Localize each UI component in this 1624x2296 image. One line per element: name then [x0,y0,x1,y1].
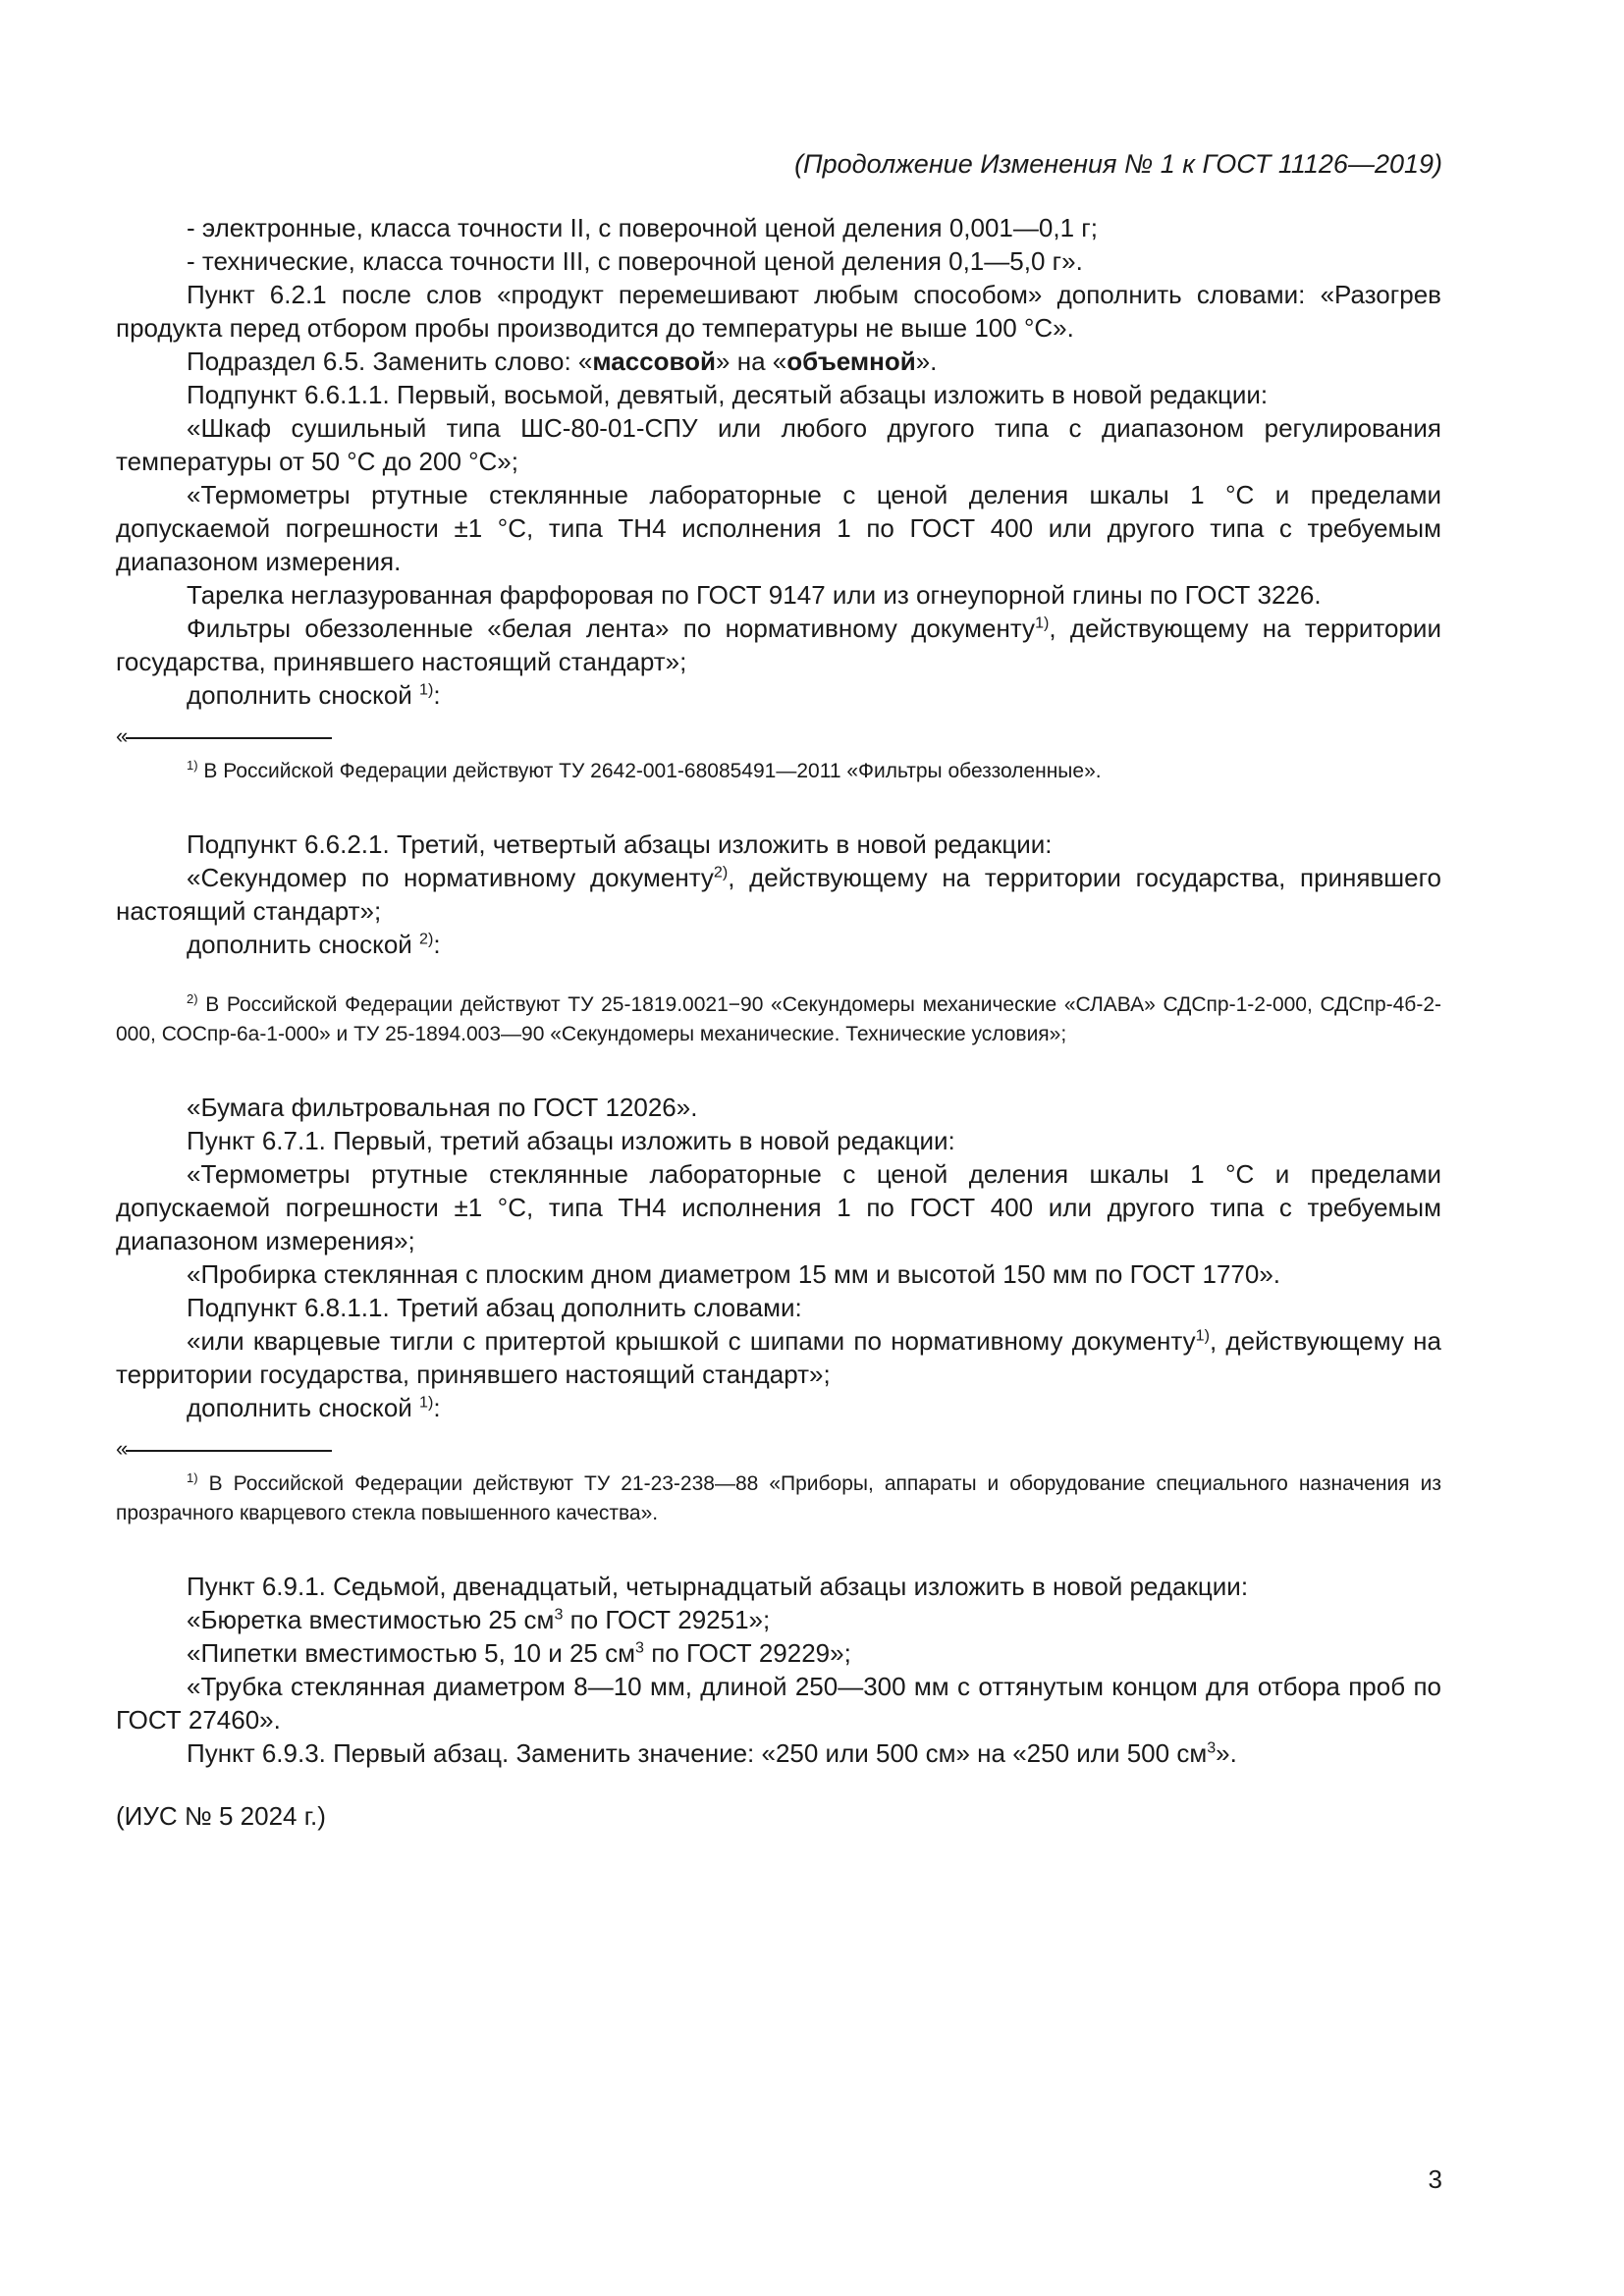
page-header: (Продолжение Изменения № 1 к ГОСТ 11126—2019) [794,149,1442,179]
paragraph: - электронные, класса точности II, с поверочной ценой деления 0,001—0,1 г; [187,213,1098,242]
footnote-ref: 2) [419,930,434,948]
footnote-ref: 1) [419,680,434,699]
quote-mark: « [116,723,129,748]
footnote: $^{1)}$ В Российской Федерации действуют ТУ 21-23-238—88 «Приборы, аппараты и оборудование специального назначения из прозрачного кварцевого стекла повышенного качества». [116,1470,1441,1524]
bold-word: массовой [592,347,717,376]
paragraph: «Трубка стеклянная диаметром 8—10 мм, длиной 250—300 мм с оттянутым концом для отбора проб по ГОСТ 27460». [116,1672,1441,1735]
paragraph: Пункт 6.7.1. Первый, третий абзацы изложить в новой редакции: [187,1126,955,1155]
paragraph: Пункт 6.9.1. Седьмой, двенадцатый, четырнадцатый абзацы изложить в новой редакции: [187,1572,1249,1601]
paragraph: «Термометры ртутные стеклянные лабораторные с ценой деления шкалы 1 °С и пределами допускаемой погрешности ±1 °С, типа ТН4 исполнения 1 по ГОСТ 400 или другого типа с требуемым диапазоном измерения»; [116,1159,1441,1255]
paragraph: «Секундомер по нормативному документу$^{2)}$, действующему на территории государства, принявшего настоящий стандарт»; [116,863,1441,926]
footnote-ref: 1) [1195,1326,1210,1345]
footnote-separator [116,1436,1441,1469]
ius-reference: (ИУС № 5 2024 г.) [116,1801,326,1831]
paragraph: Подпункт 6.6.1.1. Первый, восьмой, девятый, десятый абзацы изложить в новой редакции: [187,380,1269,409]
superscript: 3 [1207,1738,1217,1757]
paragraph: Подпункт 6.8.1.1. Третий абзац дополнить словами: [187,1293,802,1322]
footnote-ref: 1) [419,1393,434,1412]
footnote: $^{1)}$ В Российской Федерации действуют ТУ 2642-001-68085491—2011 «Фильтры обеззоленные». [187,758,1102,782]
footnote-number: 1) [187,758,198,774]
footnote-number: 2) [187,991,198,1007]
paragraph: «Пробирка стеклянная с плоским дном диаметром 15 мм и высотой 150 мм по ГОСТ 1770». [187,1259,1281,1289]
paragraph: Пункт 6.9.3. Первый абзац. Заменить значение: «250 или 500 см» на «250 или 500 $см^3$». [187,1738,1237,1768]
superscript: 3 [554,1605,564,1624]
paragraph: дополнить сноской $^{2)}$: [187,930,441,959]
paragraph: «или кварцевые тигли с притертой крышкой с шипами по нормативному документу$^{1)}$, действующему на территории государства, принявшего настоящий стандарт»; [116,1326,1441,1389]
paragraph: дополнить сноской $^{1)}$: [187,680,441,710]
separator-line [126,737,332,739]
paragraph: «Бюретка вместимостью 25 $см^3$ по ГОСТ 29251»; [187,1605,771,1634]
paragraph: Пункт 6.2.1 после слов «продукт перемешивают любым способом» дополнить словами: «Разогрев продукта перед отбором пробы производится до температуры не выше 100 °С». [116,280,1441,343]
separator-line [126,1450,332,1452]
paragraph: «Бумага фильтровальная по ГОСТ 12026». [187,1093,698,1122]
paragraph: Подпункт 6.6.2.1. Третий, четвертый абзацы изложить в новой редакции: [187,829,1053,859]
quote-mark: « [116,1436,129,1461]
footnote-separator [116,723,1441,757]
paragraph: Фильтры обеззоленные «белая лента» по нормативному документу$^{1)}$, действующему на территории государства, принявшего настоящий стандарт»; [116,614,1441,676]
paragraph: Подраздел 6.5. Заменить слово: «массовой» на «объемной». [187,347,938,376]
paragraph: дополнить сноской $^{1)}$: [187,1393,441,1422]
paragraph: «Шкаф сушильный типа ШС-80-01-СПУ или любого другого типа с диапазоном регулирования температуры от 50 °С до 200 °С»; [116,413,1441,476]
bold-word: объемной [786,347,916,376]
superscript: 3 [635,1638,644,1657]
footnote: $^{2)}$ В Российской Федерации действуют ТУ 25-1819.0021−90 «Секундомеры механические «СЛАВА» СДСпр-1-2-000, СДСпр-4б-2-000, СОСпр-6а-1-000» и ТУ 25-1894.003—90 «Секундомеры механические. Технические условия»; [116,991,1441,1045]
page-number: 3 [1428,2164,1442,2194]
paragraph: «Пипетки вместимостью 5, 10 и 25 $см^3$ по ГОСТ 29229»; [187,1638,851,1668]
footnote-number: 1) [187,1470,198,1486]
document-body [116,211,1441,1833]
paragraph: Тарелка неглазурованная фарфоровая по ГОСТ 9147 или из огнеупорной глины по ГОСТ 3226. [187,580,1322,610]
paragraph: - технические, класса точности III, с поверочной ценой деления 0,1—5,0 г». [187,246,1083,276]
footnote-ref: 1) [1035,614,1050,632]
footnote-ref: 2) [713,863,729,881]
paragraph: «Термометры ртутные стеклянные лабораторные с ценой деления шкалы 1 °С и пределами допускаемой погрешности ±1 °С, типа ТН4 исполнения 1 по ГОСТ 400 или другого типа с требуемым диапазоном измерения. [116,480,1441,576]
